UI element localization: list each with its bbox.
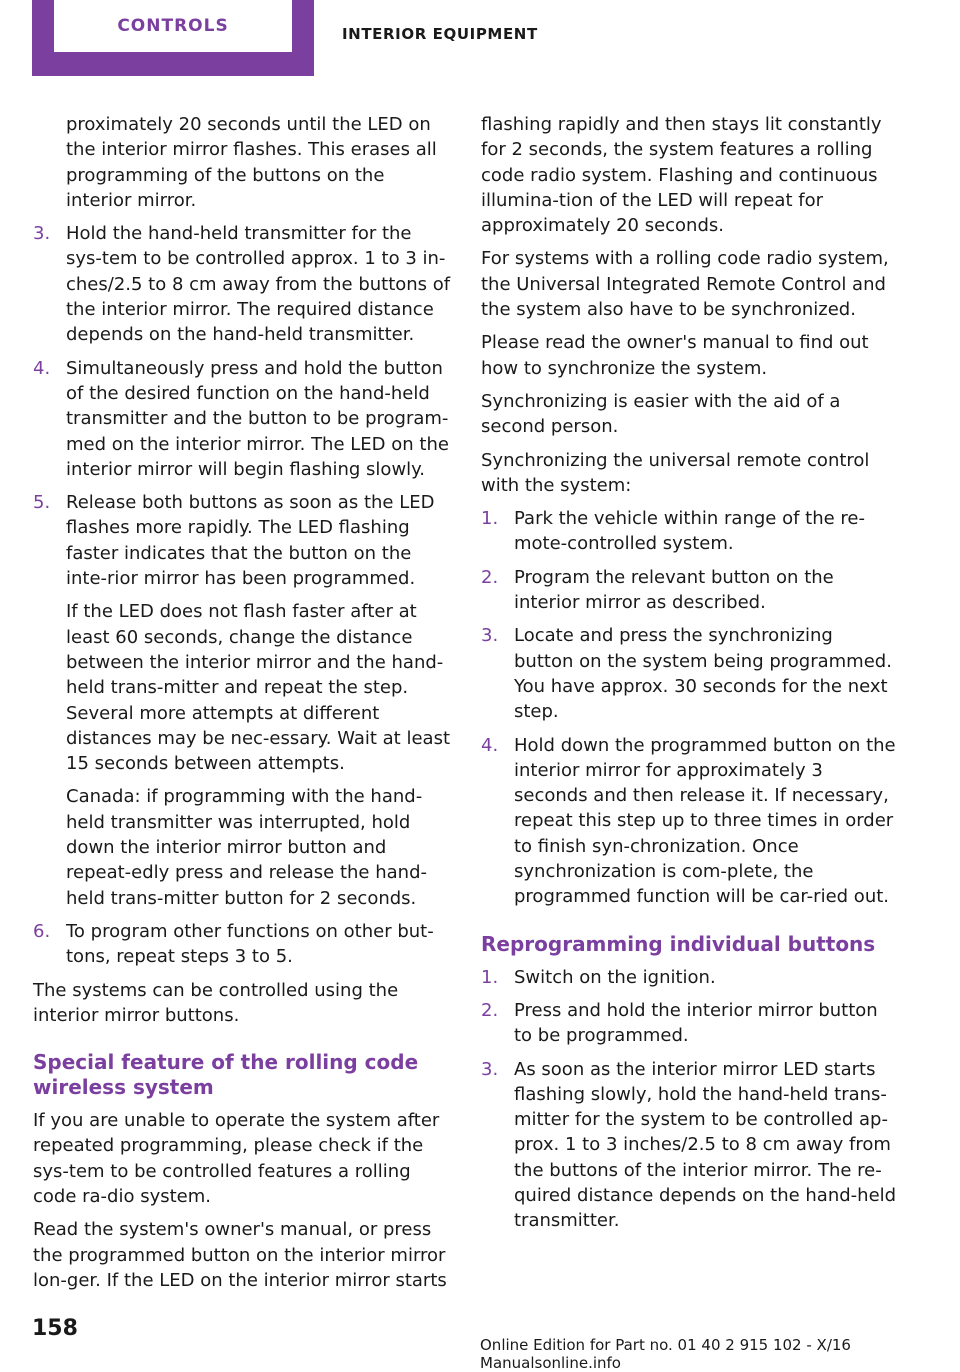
sync-step-item [481,623,897,724]
step-number: 1. [481,508,499,530]
rolling-paragraph-2: Read the system's owner's manual, or press the programmed button on the interior mirror lon-ger. If the LED on the interior mirror starts [33,1219,447,1291]
reprog-step-item [481,965,897,990]
step-item [33,221,451,347]
sync-intro-paragraph: Synchronizing the universal remote control with the system: [481,449,870,496]
step-text: Hold the hand-held transmitter for the sys-tem to be controlled approx. 1 to 3 in-ches/2.5 to 8 cm away from the buttons of the interior mirror. The required distance depends on the hand-held transmitter. [66,223,451,346]
heading-reprogramming: Reprogramming individual buttons [481,931,876,956]
step-text: Release both buttons as soon as the LED flashes more rapidly. The LED flashing faster indicates that the button on the inte-rior mirror has been programmed. [66,492,435,590]
page-number: 158 [32,1316,78,1341]
sync-step-item [481,506,897,557]
step-number: 2. [481,566,499,588]
step-note-canada: Canada: if programming with the hand-held transmitter was interrupted, hold down the interior mirror button and repeat-edly press and release the hand-held trans-mitter button for 2 seconds. [66,786,427,909]
reprog-step-item [481,998,897,1049]
rolling-paragraph-continued: flashing rapidly and then stays lit constantly for 2 seconds, the system features a rolling code radio system. Flashing and continuous illumina-tion of the LED will repeat for approximately 20 seconds. [481,114,882,237]
step-text: Simultaneously press and hold the button of the desired function on the hand-held transmitter and the button to be program-med on the interior mirror. The LED on the interior mirror will begin flashing slowly. [66,357,449,480]
section-tab-inner [54,0,292,52]
sync-required-paragraph: For systems with a rolling code radio system, the Universal Integrated Remote Control and the system also have to be synchronized. [481,248,889,321]
left-column [33,112,451,1301]
step-number: 1. [481,966,499,988]
sync-step-item [481,565,897,616]
step-number: 4. [481,734,499,756]
section-tab-controls [32,0,314,76]
step-text: As soon as the interior mirror LED starts flashing slowly, hold the hand-held trans-mitter for the system to be controlled ap-prox. 1 to 3 inches/2.5 to 8 cm away from the buttons of the interior mirror. The re-quired distance depends on the hand-held transmitter. [514,1058,897,1232]
footer-watermark: Online Edition for Part no. 01 40 2 915 102 - X/16 Manualsonline.info [480,1336,851,1372]
step-item [33,919,451,970]
step-text: Press and hold the interior mirror button to be programmed. [514,999,878,1047]
sync-step-item [481,733,897,910]
step-number: 5. [33,492,51,514]
step-number: 3. [33,223,51,245]
step-number: 6. [33,920,51,942]
step-number: 3. [481,1058,499,1080]
right-column [481,112,897,1242]
second-person-paragraph: Synchronizing is easier with the aid of a second person. [481,390,841,438]
section-tab-label: CONTROLS [117,16,229,36]
chapter-title: INTERIOR EQUIPMENT [342,25,538,43]
rolling-paragraph-1: If you are unable to operate the system after repeated programming, please check if the sys-tem to be controlled features a rolling code ra-dio system. [33,1110,440,1207]
reprog-step-item [481,1057,897,1234]
intro-paragraph: proximately 20 seconds until the LED on the interior mirror flashes. This erases all programming of the buttons on the interior mirror. [66,114,437,211]
step-text: Program the relevant button on the interior mirror as described. [514,566,834,614]
step-text: Park the vehicle within range of the re-mote-controlled system. [514,508,865,555]
read-manual-paragraph: Please read the owner's manual to find out how to synchronize the system. [481,332,869,379]
step-text: Switch on the ignition. [514,966,716,988]
step-number: 4. [33,357,51,379]
closing-paragraph: The systems can be controlled using the interior mirror buttons. [33,979,399,1026]
step-note: If the LED does not flash faster after at least 60 seconds, change the distance between the interior mirror and the hand-held trans-mitter and repeat the step. Several more attempts at different distances may be nec-essary. Wait at least 15 seconds between attempts. [66,601,451,775]
step-text: Locate and press the synchronizing button on the system being programmed. You have approx. 30 seconds for the next step. [514,625,892,723]
step-number: 3. [481,625,499,647]
step-number: 2. [481,999,499,1021]
step-item [33,490,451,591]
heading-rolling-code: Special feature of the rolling code wireless system [33,1050,419,1100]
step-text: Hold down the programmed button on the interior mirror for approximately 3 seconds and then release it. If necessary, repeat this step up to three times in order to finish syn-chronization. Once synchronization is com-plete, the programmed function will be car-ried out. [514,734,896,908]
step-text: To program other functions on other but-tons, repeat steps 3 to 5. [66,920,434,968]
step-item [33,356,451,482]
